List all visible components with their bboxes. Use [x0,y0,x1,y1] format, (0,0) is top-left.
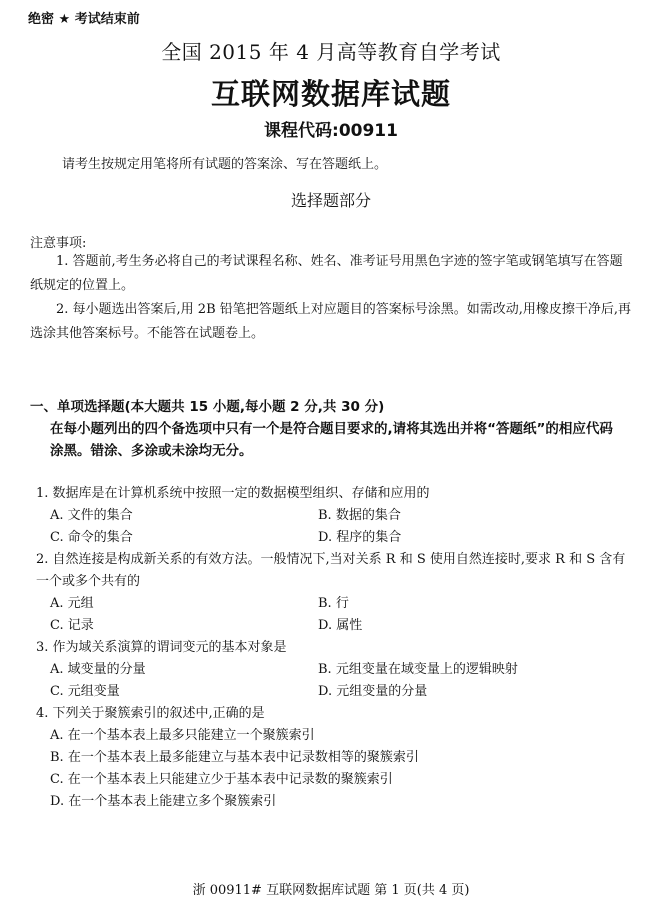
question-stem: 4. 下列关于聚簇索引的叙述中,正确的是 [36,706,265,721]
question-option: B. 数据的集合 [318,508,401,523]
section-title: 选择题部分 [290,191,371,210]
question-option: C. 元组变量 [50,684,120,699]
question-option: B. 行 [318,596,349,611]
question-option: A. 文件的集合 [50,508,133,523]
question-stem: 1. 数据库是在计算机系统中按照一定的数据模型组织、存储和应用的 [36,486,430,501]
question-option: D. 属性 [318,618,363,633]
part-heading: 一、单项选择题(本大题共 15 小题,每小题 2 分,共 30 分) [30,399,385,415]
question-option: D. 元组变量的分量 [318,684,428,699]
question-option: A. 域变量的分量 [50,662,146,677]
question-option: B. 在一个基本表上最多能建立与基本表中记录数相等的聚簇索引 [50,750,419,765]
confidential-label: 绝密 ★ 考试结束前 [28,12,140,27]
question-stem: 3. 作为域关系演算的谓词变元的基本对象是 [36,640,287,655]
question-option: C. 命令的集合 [50,530,133,545]
question-option: D. 在一个基本表上能建立多个聚簇索引 [50,794,277,809]
notes-heading: 注意事项: [30,236,87,251]
question-option: B. 元组变量在域变量上的逻辑映射 [318,662,518,677]
exam-session-line: 全国 2015 年 4 月高等教育自学考试 [161,40,501,64]
note-item: 2. 每小题选出答案后,用 2B 铅笔把答题纸上对应题目的答案标号涂黑。如需改动,用橡皮擦干净后,再选涂其他答案标号。不能答在试题卷上。 [30,302,632,341]
answer-instruction: 请考生按规定用笔将所有试题的答案涂、写在答题纸上。 [62,157,388,172]
question-option: C. 在一个基本表上只能建立少于基本表中记录数的聚簇索引 [50,772,393,787]
question-option: A. 在一个基本表上最多只能建立一个聚簇索引 [50,728,315,743]
question-option: C. 记录 [50,618,94,633]
note-item: 1. 答题前,考生务必将自己的考试课程名称、姓名、准考证号用黑色字迹的签字笔或钢笔填写在答题纸规定的位置上。 [30,254,623,293]
question-option: D. 程序的集合 [318,530,402,545]
paper-title: 互联网数据库试题 [210,77,451,111]
page-footer: 浙 00911# 互联网数据库试题 第 1 页(共 4 页) [192,883,470,898]
question-stem: 2. 自然连接是构成新关系的有效方法。一般情况下,当对关系 R 和 S 使用自然连接时,要求 R 和 S 含有一个或多个共有的 [36,552,626,589]
part-description: 在每小题列出的四个备选项中只有一个是符合题目要求的,请将其选出并将“答题纸”的相应代码涂黑。错涂、多涂或未涂均无分。 [50,421,613,459]
question-option: A. 元组 [50,596,94,611]
course-code: 课程代码:00911 [264,121,398,141]
